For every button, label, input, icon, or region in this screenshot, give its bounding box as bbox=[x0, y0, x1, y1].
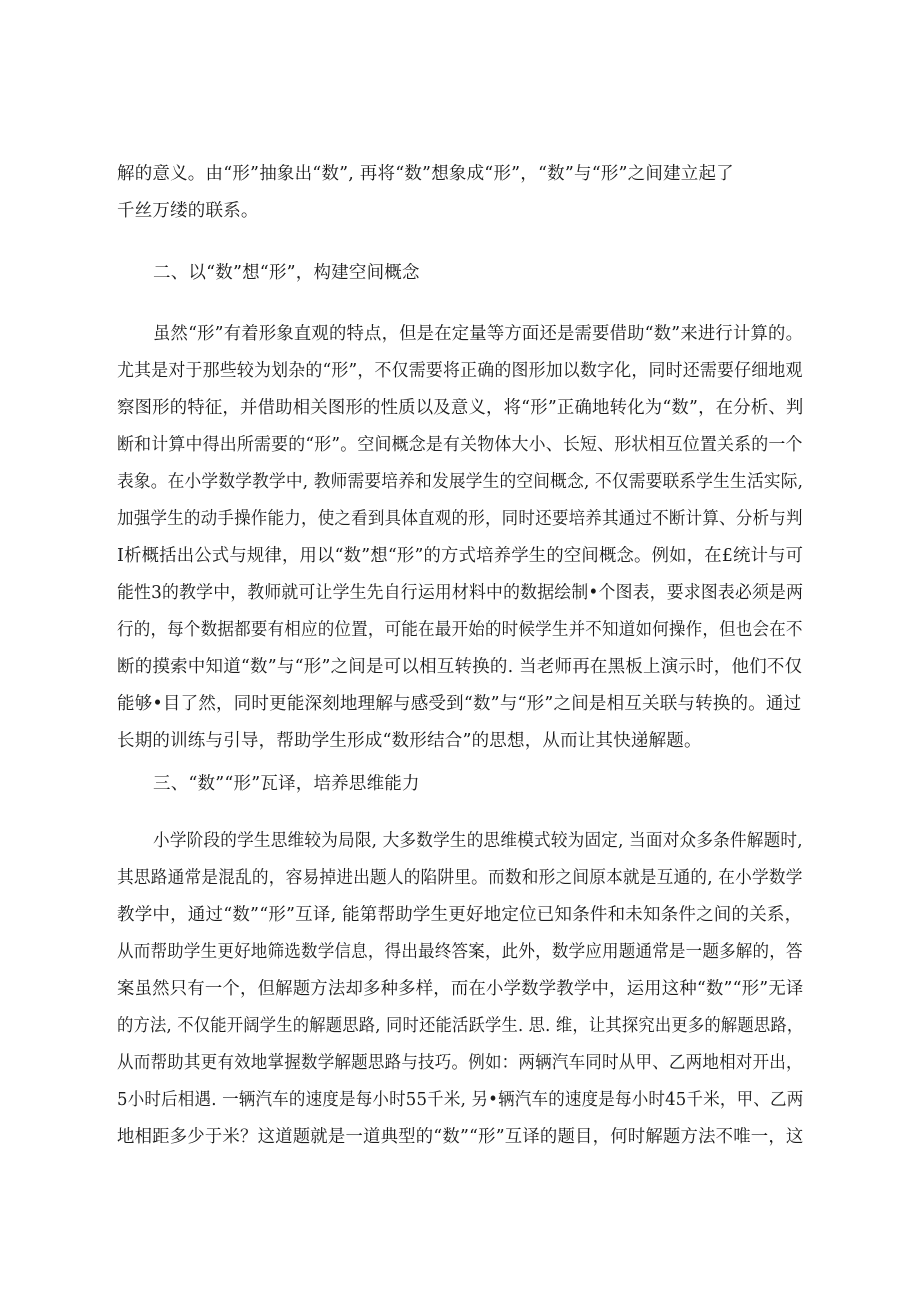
section-heading-3: 三、“数”“形”瓦译，培养思维能力 bbox=[153, 774, 420, 794]
section-heading-2: 二、以“数”想“形”，构建空间概念 bbox=[153, 263, 420, 283]
paragraph-2-line-6: 加强学生的动手操作能力，使之看到具体直观的形，同时还要培养其通过不断计算、分析与判 bbox=[117, 509, 803, 529]
paragraph-2-line-1: 虽然“形”有着形象直观的特点，但是在定量等方面还是需要借助“数”来进行计算的。 bbox=[153, 324, 804, 344]
paragraph-1-line-2: 千丝万缕的联系。 bbox=[117, 201, 259, 221]
paragraph-3-line-6: 的方法, 不仅能开阔学生的解题思路, 同时还能活跃学生. 思. 维，让其探究出更多的解题思路， bbox=[117, 1016, 804, 1036]
paragraph-3-line-5: 案虽然只有一个，但解题方法却多种多样，而在小学数学教学中，运用这种“数”“形”无译 bbox=[117, 979, 804, 999]
paragraph-2-line-3: 察图形的特征，并借助相关图形的性质以及意义，将“形”正确地转化为“数”，在分析、判 bbox=[117, 398, 804, 418]
paragraph-3-line-3: 教学中，通过“数”“形”互译, 能第帮助学生更好地定位已知条件和未知条件之间的关系， bbox=[117, 905, 803, 925]
paragraph-2-line-10: 断的摸索中知道“数”与“形”之间是可以相互转换的. 当老师再在黑板上演示时，他们不仅 bbox=[117, 657, 803, 677]
paragraph-3-line-8: 5小时后相遇. 一辆汽车的速度是每小时55千米, 另•辆汽车的速度是每小时45千米，甲、乙两 bbox=[117, 1090, 804, 1110]
paragraph-3-line-9: 地相距多少于米？这道题就是一道典型的“数”“形”互译的题目，何时解题方法不唯一，这 bbox=[117, 1127, 804, 1147]
paragraph-2-line-2: 尤其是对于那些较为划杂的“形”，不仅需要将正确的图形加以数字化，同时还需要仔细地观 bbox=[117, 361, 803, 381]
paragraph-2-line-11: 能够•目了然，同时更能深刻地理解与感受到“数”与“形”之间是相互关联与转换的。通过 bbox=[117, 694, 802, 714]
paragraph-3-line-4: 从而帮助学生更好地筛选数学信息，得出最终答案，此外，数学应用题通常是一题多解的，答 bbox=[117, 942, 803, 962]
paragraph-2-line-4: 断和计算中得出所需要的“形”。空间概念是有关物体大小、长短、形状相互位置关系的一个 bbox=[117, 435, 803, 455]
paragraph-2-line-9: 行的，每个数据都要有相应的位置，可能在最开始的时候学生并不知道如何操作，但也会在不 bbox=[117, 620, 803, 640]
paragraph-1-line-1: 解的意义。由“形”抽象出“数”, 再将“数”想象成“形”，“数”与“形”之间建立起了 bbox=[117, 164, 734, 184]
paragraph-2-line-12: 长期的训练与引导，帮助学生形成“数形结合”的思想，从而让其快递解题。 bbox=[117, 731, 702, 751]
paragraph-2-line-5: 表象。在小学数学教学中, 教师需要培养和发展学生的空间概念, 不仅需要联系学生生活实际, bbox=[117, 472, 804, 492]
paragraph-2-line-8: 能性3的教学中，教师就可让学生先自行运用材料中的数据绘制•个图表，要求图表必须是两 bbox=[117, 583, 804, 603]
paragraph-3-line-1: 小学阶段的学生思维较为局限, 大多数学生的思维模式较为固定, 当面对众多条件解题时, bbox=[153, 831, 803, 851]
paragraph-3-line-2: 其思路通常是混乱的，容易掉进出题人的陷阱里。而数和形之间原本就是互通的, 在小学数学 bbox=[117, 868, 803, 888]
paragraph-3-line-7: 从而帮助其更有效地掌握数学解题思路与技巧。例如：两辆汽车同时从甲、乙两地相对开出， bbox=[117, 1053, 803, 1073]
paragraph-2-line-7: I析概括出公式与规律，用以“数”想“形”的方式培养学生的空间概念。例如，在£统计与可 bbox=[117, 546, 804, 566]
